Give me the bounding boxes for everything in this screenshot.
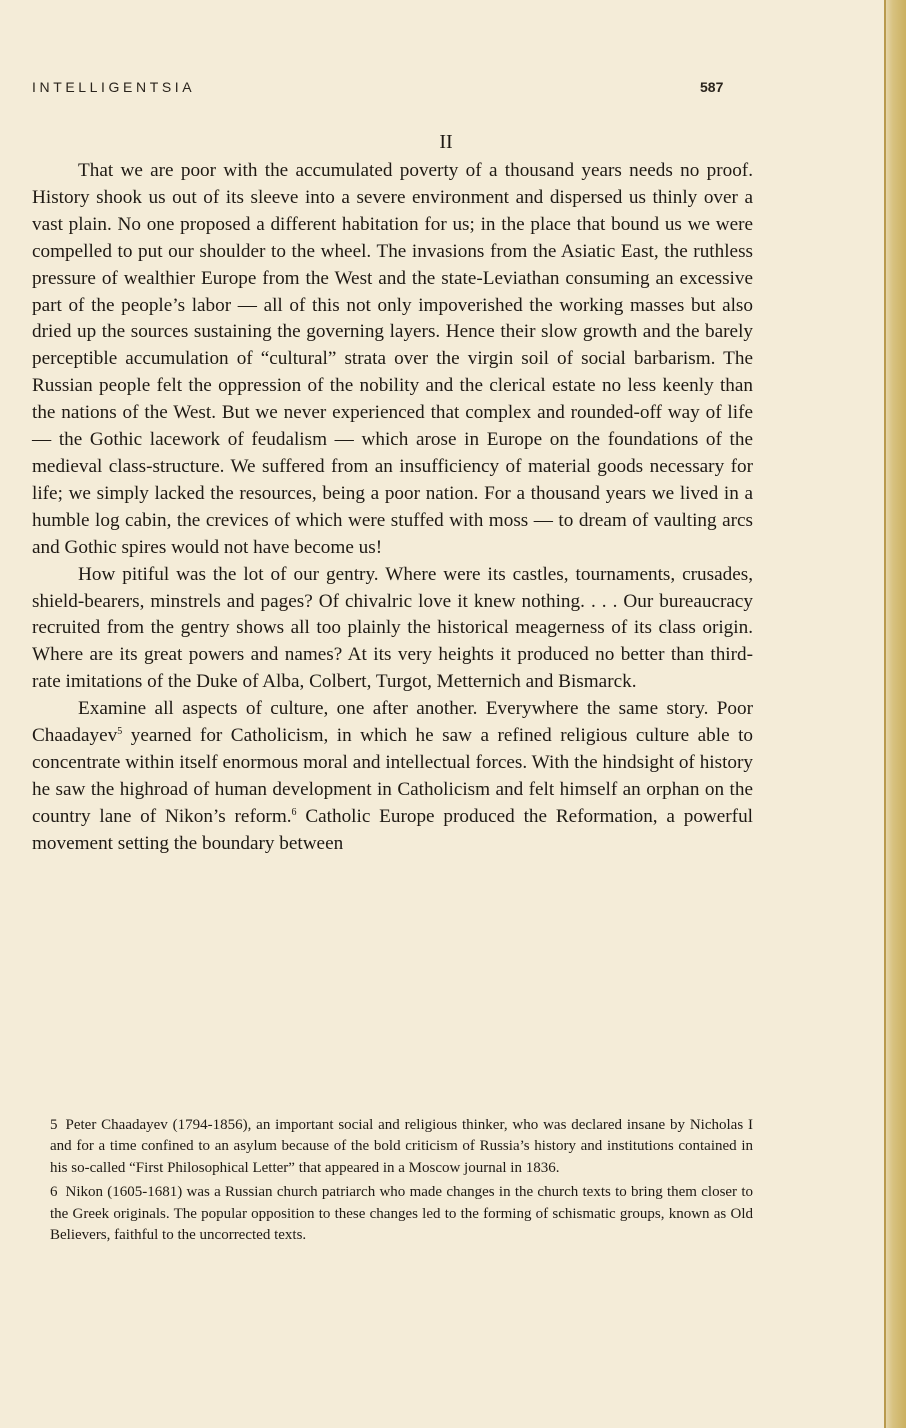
paragraph-3 [32,696,753,857]
page-edge [884,0,906,1428]
footnote-text: Peter Chaadayev (1794-1856), an important social and religious thinker, who was declared insane by Nicholas I and for a time confined to an asylum because of the bold criticism of Russia’s history and institutions contained in his so-called “First Philosophical Letter” that appeared in a Moscow journal in 1836. [50,1117,753,1176]
footnotes [50,1115,753,1246]
footnote-number: 6 [50,1184,58,1201]
footnote-text: Nikon (1605-1681) was a Russian church patriarch who made changes in the church texts to bring them closer to the Greek originals. The popular opposition to these changes led to the forming of schismatic groups, known as Old Believers, faithful to the uncorrected texts. [50,1184,753,1244]
paragraph-3-text-b: yearned for Catholicism, in which he saw a refined religious culture able to concentrate within itself enormous moral and intellectual forces. With the hindsight of history he saw the highroad of human development in Catholicism and felt himself an orphan on the country lane of Nikon’s reform. [32,725,753,827]
running-head: INTELLIGENTSIA [32,79,196,95]
page-number: 587 [700,79,724,95]
footnote-5 [50,1115,753,1179]
footnote-number: 5 [50,1117,58,1133]
paragraph-3-text-c: Catholic Europe produced the Reformation, a powerful movement setting the boundary between [32,805,753,854]
footnote-ref-5[interactable]: 5 [117,726,123,738]
footnote-6 [50,1182,753,1246]
paragraph-3-text-a: Examine all aspects of culture, one after another. Everywhere the same story. Poor Chaadayev [32,698,753,747]
paragraph-1-text: That we are poor with the accumulated poverty of a thousand years needs no proof. History shook us out of its sleeve into a severe environment and dispersed us thinly over a vast plain. No one proposed a different habitation for us; in the place that bound us we were compelled to put our shoulder to the wheel. The invasions from the Asiatic East, the ruthless pressure of wealthier Europe from the West and the state-Leviathan consuming an excessive part of the people’s labor — all of this not only impoverished the working masses but also dried up the sources sustaining the governing layers. Hence their slow growth and the barely perceptible accumulation of “cultural” strata over the virgin soil of social barbarism. The Russian people felt the oppression of the nobility and the clerical estate no less keenly than the nations of the West. But we never experienced that complex and rounded-off way of life — the Gothic lacework of feudalism — which arose in Europe on the foundations of the medieval class-structure. We suffered from an insufficiency of material goods necessary for life; we simply lacked the resources, being a poor nation. For a thousand years we lived in a humble log cabin, the crevices of which were stuffed with moss — to dream of vaulting arcs and Gothic spires would not have become us! [32,160,753,558]
paragraph-2 [32,562,753,697]
body-text [32,158,753,858]
section-heading [0,131,906,154]
page-edge-line [884,0,886,1428]
paragraph-1 [32,158,753,562]
footnote-ref-6[interactable]: 6 [291,806,297,818]
section-numeral: II [439,131,453,153]
paragraph-2-text: How pitiful was the lot of our gentry. Where were its castles, tournaments, crusades, shield-bearers, minstrels and pages? Of chivalric love it knew nothing. . . . Our bureaucracy recruited from the gentry shows all too plainly the historical meagerness of its class origin. Where are its great powers and names? At its very heights it produced no better than third-rate imitations of the Duke of Alba, Colbert, Turgot, Metternich and Bismarck. [32,563,753,693]
